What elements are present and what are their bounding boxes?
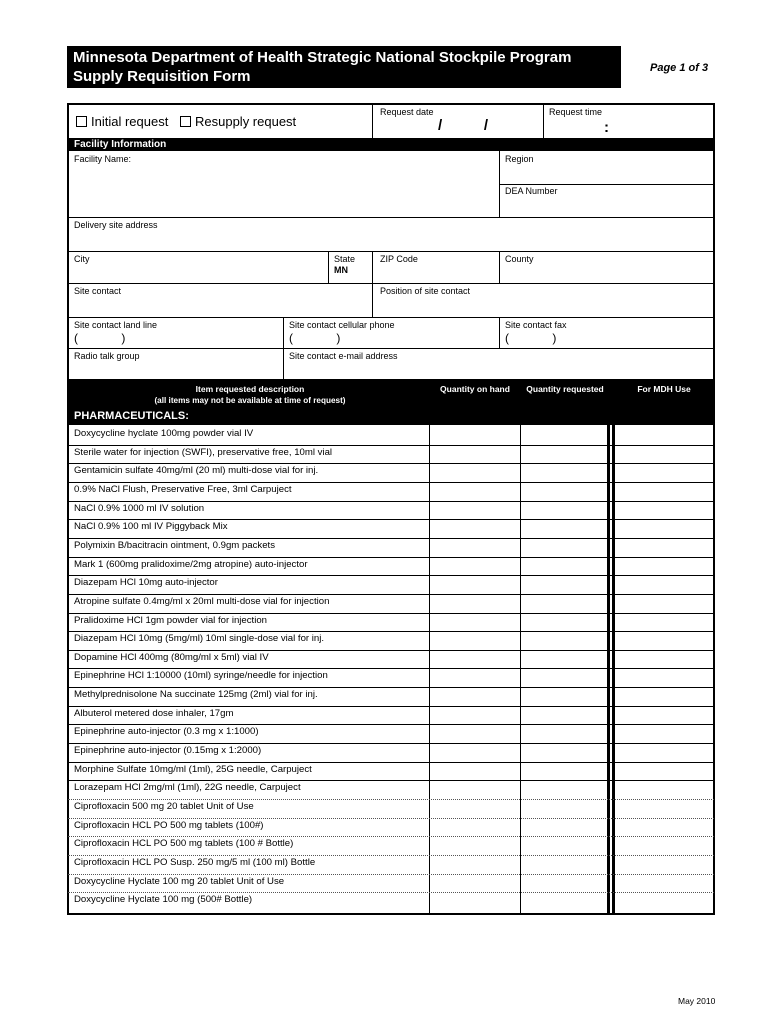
resupply-request-option[interactable]: Resupply request — [180, 114, 296, 129]
mdh-use-cell[interactable] — [615, 836, 714, 854]
mdh-use-cell[interactable] — [615, 445, 714, 463]
quantity-requested-cell[interactable] — [521, 650, 607, 668]
mdh-use-cell[interactable] — [615, 538, 714, 556]
item-row-label: Polymixin B/bacitracin ointment, 0.9gm packets — [74, 539, 276, 551]
quantity-on-hand-cell[interactable] — [430, 780, 519, 798]
mdh-use-cell[interactable] — [615, 575, 714, 593]
mdh-use-cell[interactable] — [615, 706, 714, 724]
for-mdh-use-heading: For MDH Use — [637, 384, 691, 394]
quantity-requested-cell[interactable] — [521, 519, 607, 537]
quantity-on-hand-cell[interactable] — [430, 594, 519, 612]
mdh-use-cell[interactable] — [615, 724, 714, 742]
fax-field[interactable]: ( ) — [505, 331, 557, 345]
pharmaceuticals-section-label: PHARMACEUTICALS: — [74, 410, 189, 422]
item-row-label: Albuterol metered dose inhaler, 17gm — [74, 707, 234, 719]
item-row-label: Methylprednisolone Na succinate 125mg (2ml) vial for inj. — [74, 689, 318, 701]
quantity-on-hand-cell[interactable] — [430, 519, 519, 537]
item-row-label: Diazepam HCl 10mg (5mg/ml) 10ml single-dose vial for inj. — [74, 633, 325, 645]
region-label: Region — [505, 154, 534, 164]
mdh-use-cell[interactable] — [615, 855, 714, 873]
quantity-on-hand-cell[interactable] — [430, 538, 519, 556]
quantity-requested-cell[interactable] — [521, 538, 607, 556]
item-row-label: Sterile water for injection (SWFI), preservative free, 10ml vial — [74, 446, 333, 458]
initial-request-option[interactable]: Initial request — [76, 114, 168, 129]
item-row-label: Ciprofloxacin HCL PO 500 mg tablets (100#) — [74, 819, 264, 831]
position-of-site-contact-label: Position of site contact — [380, 286, 471, 296]
quantity-requested-cell[interactable] — [521, 799, 607, 817]
item-row-label: Ciprofloxacin 500 mg 20 tablet Unit of Use — [74, 801, 254, 812]
item-row-label: Epinephrine HCl 1:10000 (10ml) syringe/needle for injection — [74, 670, 328, 682]
initial-request-checkbox[interactable] — [76, 116, 87, 127]
item-description-subheading: (all items may not be available at time of request) — [154, 396, 346, 405]
item-row-label: Diazepam HCl 10mg auto-injector — [74, 577, 218, 589]
quantity-on-hand-cell[interactable] — [430, 631, 519, 649]
title-line-1: Minnesota Department of Health Strategic National Stockpile Program — [73, 49, 572, 66]
site-contact-fax-label: Site contact fax — [505, 320, 567, 330]
resupply-request-checkbox[interactable] — [180, 116, 191, 127]
delivery-site-address-label: Delivery site address — [74, 220, 158, 230]
mdh-use-cell[interactable] — [615, 463, 714, 481]
quantity-on-hand-cell[interactable] — [430, 743, 519, 761]
mdh-use-cell[interactable] — [615, 743, 714, 761]
mdh-use-cell[interactable] — [615, 482, 714, 500]
state-value: MN — [334, 265, 348, 275]
quantity-requested-cell[interactable] — [521, 818, 607, 836]
quantity-on-hand-cell[interactable] — [430, 650, 519, 668]
state-label: State — [334, 254, 356, 264]
quantity-requested-cell[interactable] — [521, 557, 607, 575]
quantity-requested-cell[interactable] — [521, 482, 607, 500]
item-row-label: 0.9% NaCl Flush, Preservative Free, 3ml Carpuject — [74, 483, 292, 495]
radio-talk-group-label: Radio talk group — [74, 351, 140, 361]
mdh-use-cell[interactable] — [615, 557, 714, 575]
quantity-on-hand-cell[interactable] — [430, 818, 519, 836]
item-row-label: Pralidoxime HCl 1gm powder vial for injection — [74, 614, 268, 626]
mdh-use-cell[interactable] — [615, 780, 714, 798]
mdh-use-cell[interactable] — [615, 668, 714, 686]
mdh-use-cell[interactable] — [615, 799, 714, 817]
item-description-heading: Item requested description — [195, 384, 305, 394]
facility-name-label: Facility Name: — [74, 154, 132, 164]
quantity-requested-cell[interactable] — [521, 836, 607, 854]
page-number: Page 1 of 3 — [650, 62, 709, 74]
quantity-requested-cell[interactable] — [521, 706, 607, 724]
quantity-on-hand-cell[interactable] — [430, 463, 519, 481]
quantity-requested-cell[interactable] — [521, 762, 607, 780]
cellular-phone-field[interactable]: ( ) — [289, 331, 341, 345]
quantity-on-hand-cell[interactable] — [430, 445, 519, 463]
quantity-on-hand-cell[interactable] — [430, 557, 519, 575]
quantity-on-hand-cell[interactable] — [430, 613, 519, 631]
quantity-requested-heading: Quantity requested — [526, 384, 604, 394]
quantity-on-hand-cell[interactable] — [430, 687, 519, 705]
form-title — [67, 46, 621, 88]
quantity-on-hand-cell[interactable] — [430, 892, 519, 910]
quantity-requested-cell[interactable] — [521, 743, 607, 761]
quantity-requested-cell[interactable] — [521, 445, 607, 463]
quantity-requested-cell[interactable] — [521, 724, 607, 742]
quantity-on-hand-cell[interactable] — [430, 874, 519, 892]
site-contact-cellular-phone-label: Site contact cellular phone — [289, 320, 395, 330]
item-row-label: Morphine Sulfate 10mg/ml (1ml), 25G needle, Carpuject — [74, 763, 312, 775]
quantity-requested-cell[interactable] — [521, 668, 607, 686]
site-contact-email-label: Site contact e-mail address — [289, 351, 398, 361]
mdh-use-cell[interactable] — [615, 501, 714, 519]
quantity-on-hand-cell[interactable] — [430, 501, 519, 519]
quantity-requested-cell[interactable] — [521, 855, 607, 873]
item-row-label: Doxycycline Hyclate 100 mg (500# Bottle) — [74, 894, 253, 906]
item-row-label: Mark 1 (600mg pralidoxime/2mg atropine) auto-injector — [74, 558, 308, 570]
quantity-requested-cell[interactable] — [521, 426, 607, 444]
quantity-on-hand-cell[interactable] — [430, 426, 519, 444]
quantity-on-hand-cell[interactable] — [430, 724, 519, 742]
item-row-label: Gentamicin sulfate 40mg/ml (20 ml) multi-dose vial for inj. — [74, 465, 319, 477]
mdh-use-cell[interactable] — [615, 426, 714, 444]
mdh-use-cell[interactable] — [615, 818, 714, 836]
quantity-on-hand-cell[interactable] — [430, 668, 519, 686]
quantity-requested-cell[interactable] — [521, 874, 607, 892]
site-contact-label: Site contact — [74, 286, 122, 296]
quantity-on-hand-cell[interactable] — [430, 855, 519, 873]
quantity-on-hand-cell[interactable] — [430, 482, 519, 500]
mdh-use-cell[interactable] — [615, 631, 714, 649]
mdh-use-cell[interactable] — [615, 594, 714, 612]
quantity-on-hand-cell[interactable] — [430, 762, 519, 780]
item-row-label: NaCl 0.9% 1000 ml IV solution — [74, 502, 205, 514]
item-row-label: Dopamine HCl 400mg (80mg/ml x 5ml) vial IV — [74, 651, 269, 663]
quantity-requested-cell[interactable] — [521, 687, 607, 705]
mdh-use-cell[interactable] — [615, 519, 714, 537]
land-line-field[interactable]: ( ) — [74, 331, 126, 345]
mdh-use-cell[interactable] — [615, 892, 714, 910]
mdh-use-cell[interactable] — [615, 650, 714, 668]
zip-code-label: ZIP Code — [380, 254, 418, 264]
quantity-on-hand-heading: Quantity on hand — [440, 384, 510, 394]
item-row-label: Epinephrine auto-injector (0.3 mg x 1:1000) — [74, 726, 259, 738]
item-row-label: Doxycycline Hyclate 100 mg 20 tablet Unit of Use — [74, 875, 285, 887]
item-row-label: Lorazepam HCl 2mg/ml (1ml), 22G needle, Carpuject — [74, 782, 301, 794]
quantity-on-hand-cell[interactable] — [430, 706, 519, 724]
item-row-label: Ciprofloxacin HCL PO 500 mg tablets (100 # Bottle) — [74, 838, 294, 850]
quantity-requested-cell[interactable] — [521, 594, 607, 612]
quantity-requested-cell[interactable] — [521, 463, 607, 481]
quantity-on-hand-cell[interactable] — [430, 575, 519, 593]
item-row-label: Ciprofloxacin HCL PO Susp. 250 mg/5 ml (100 ml) Bottle — [74, 856, 316, 868]
item-row-label: Doxycycline hyclate 100mg powder vial IV — [74, 428, 254, 439]
facility-information-header: Facility Information — [68, 138, 714, 151]
request-time-field[interactable]: : — [604, 119, 609, 136]
mdh-use-cell[interactable] — [615, 687, 714, 705]
quantity-requested-cell[interactable] — [521, 613, 607, 631]
request-time-label: Request time — [549, 107, 603, 117]
quantity-requested-cell[interactable] — [521, 892, 607, 910]
quantity-requested-cell[interactable] — [521, 631, 607, 649]
request-date-field[interactable]: / / — [438, 117, 489, 134]
request-date-label: Request date — [380, 107, 434, 117]
item-row-label: NaCl 0.9% 100 ml IV Piggyback Mix — [74, 521, 228, 533]
quantity-on-hand-cell[interactable] — [430, 799, 519, 817]
item-row-label: Epinephrine auto-injector (0.15mg x 1:2000) — [74, 745, 262, 757]
quantity-requested-cell[interactable] — [521, 501, 607, 519]
title-line-2: Supply Requisition Form — [73, 68, 251, 85]
quantity-requested-cell[interactable] — [521, 575, 607, 593]
item-row-label: Atropine sulfate 0.4mg/ml x 20ml multi-dose vial for injection — [74, 595, 330, 607]
dea-number-label: DEA Number — [505, 186, 558, 196]
mdh-use-cell[interactable] — [615, 613, 714, 631]
site-contact-land-line-label: Site contact land line — [74, 320, 158, 330]
mdh-use-cell[interactable] — [615, 874, 714, 892]
mdh-use-cell[interactable] — [615, 762, 714, 780]
footer-date: May 2010 — [678, 996, 716, 1006]
city-label: City — [74, 254, 90, 264]
quantity-on-hand-cell[interactable] — [430, 836, 519, 854]
county-label: County — [505, 254, 534, 264]
quantity-requested-cell[interactable] — [521, 780, 607, 798]
